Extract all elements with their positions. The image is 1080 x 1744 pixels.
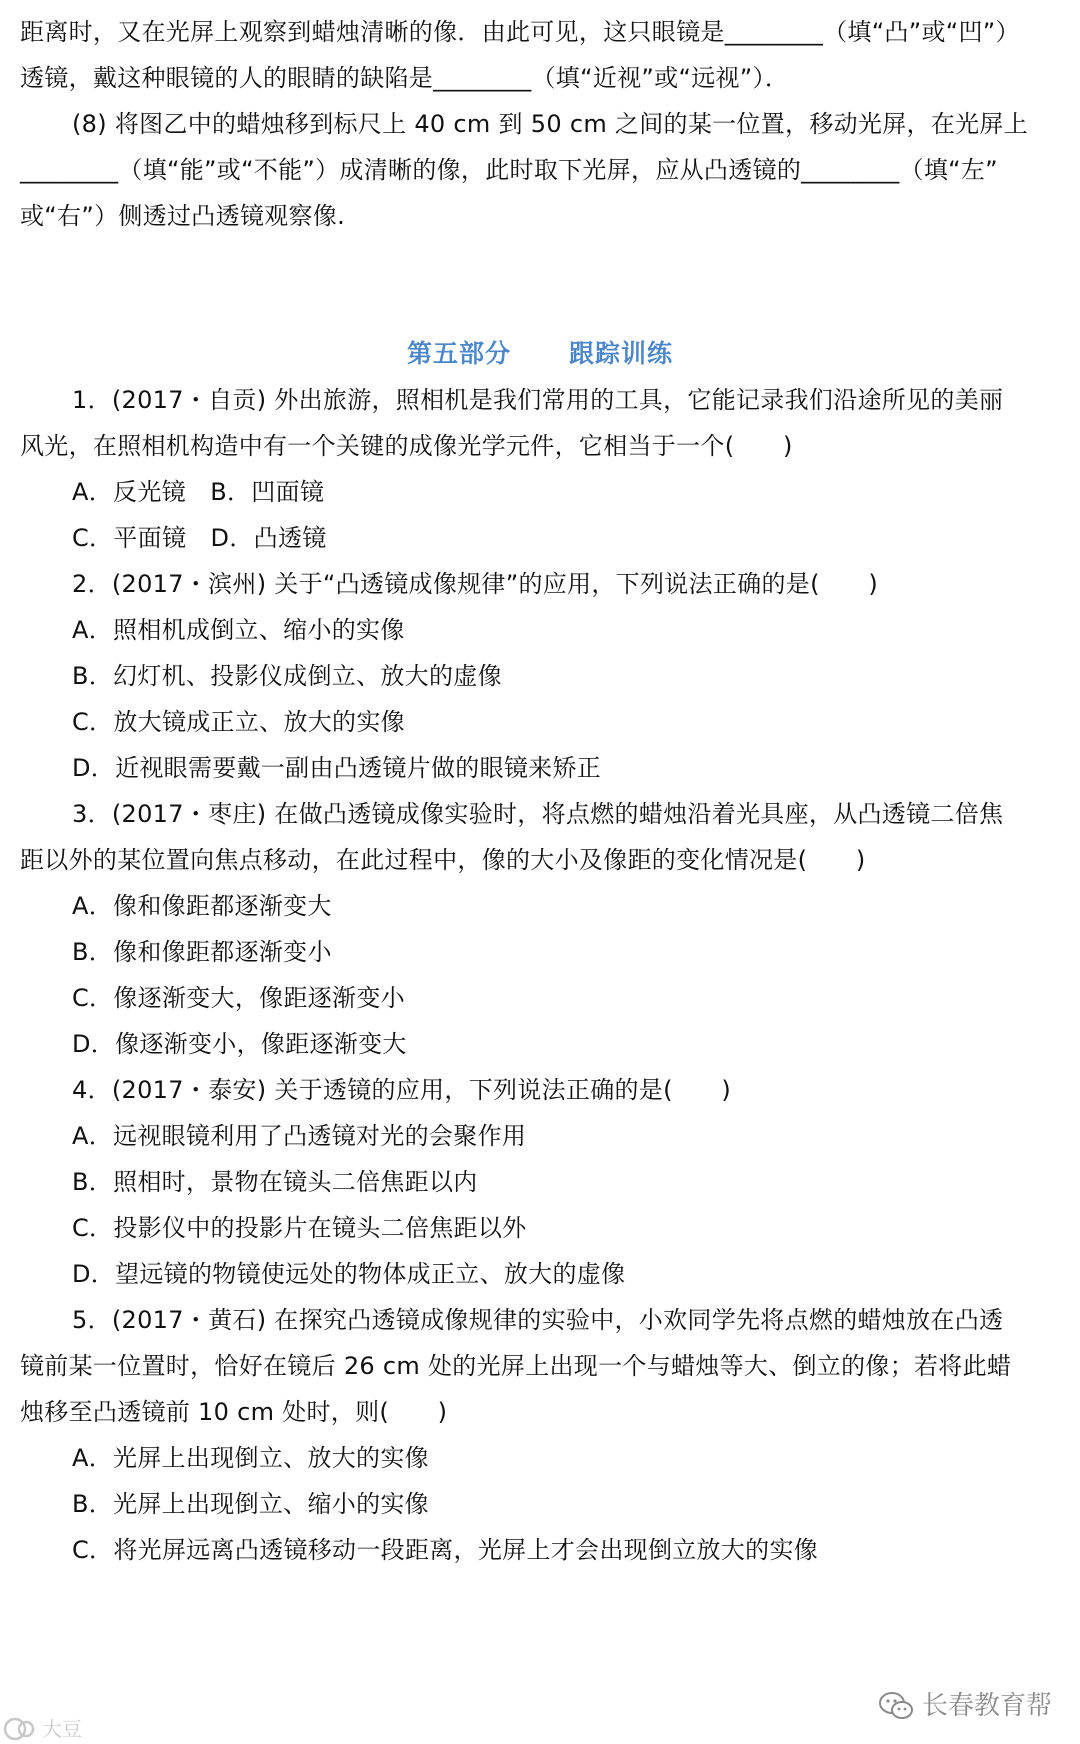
question-1-stem: 风光，在照相机构造中有一个关键的成像光学元件，它相当于一个( ) bbox=[20, 432, 793, 460]
text-line: (8) 将图乙中的蜡烛移到标尺上 40 cm 到 50 cm 之间的某一位置，移动光屏，在光屏上 bbox=[72, 110, 1029, 138]
question-1-options: C．平面镜 D．凸透镜 bbox=[72, 524, 327, 552]
question-4-option-b: B．照相时，景物在镜头二倍焦距以内 bbox=[72, 1168, 478, 1196]
question-1-stem: 1．(2017・自贡) 外出旅游，照相机是我们常用的工具，它能记录我们沿途所见的美丽 bbox=[72, 386, 1004, 414]
question-3-option-b: B．像和像距都逐渐变小 bbox=[72, 938, 332, 966]
question-5-stem: 镜前某一位置时，恰好在镜后 26 cm 处的光屏上出现一个与蜡烛等大、倒立的像；若将此蜡 bbox=[20, 1352, 1012, 1380]
text-line: 或“右”）侧透过凸透镜观察像. bbox=[20, 202, 345, 230]
question-5-option-b: B．光屏上出现倒立、缩小的实像 bbox=[72, 1490, 429, 1518]
question-2-stem: 2．(2017・滨州) 关于“凸透镜成像规律”的应用，下列说法正确的是( ) bbox=[72, 570, 878, 598]
section-title bbox=[0, 334, 1080, 374]
question-1-options: A．反光镜 B．凹面镜 bbox=[72, 478, 325, 506]
section-name: 跟踪训练 bbox=[569, 339, 674, 368]
question-4-option-a: A．远视眼镜利用了凸透镜对光的会聚作用 bbox=[72, 1122, 527, 1150]
watermark-left-text: 大豆 bbox=[42, 1717, 82, 1741]
text-line: 距离时，又在光屏上观察到蜡烛清晰的像．由此可见，这只眼镜是________（填“凸”或“凹”） bbox=[20, 18, 1020, 46]
wechat-icon bbox=[878, 1691, 914, 1721]
text-line: 透镜，戴这种眼镜的人的眼睛的缺陷是________（填“近视”或“远视”）． bbox=[20, 64, 790, 92]
text-line: ________（填“能”或“不能”）成清晰的像，此时取下光屏，应从凸透镜的________（填“左” bbox=[20, 156, 998, 184]
question-3-option-c: C．像逐渐变大，像距逐渐变小 bbox=[72, 984, 405, 1012]
question-5-stem: 烛移至凸透镜前 10 cm 处时，则( ) bbox=[20, 1398, 448, 1426]
question-2-option-d: D．近视眼需要戴一副由凸透镜片做的眼镜来矫正 bbox=[72, 754, 602, 782]
watermark-logo-icon bbox=[2, 1714, 38, 1744]
watermark-left bbox=[2, 1716, 82, 1742]
question-4-stem: 4．(2017・泰安) 关于透镜的应用，下列说法正确的是( ) bbox=[72, 1076, 732, 1104]
question-5-stem: 5．(2017・黄石) 在探究凸透镜成像规律的实验中，小欢同学先将点燃的蜡烛放在凸透 bbox=[72, 1306, 1004, 1334]
watermark-right-text: 长春教育帮 bbox=[922, 1691, 1053, 1721]
question-4-option-c: C．投影仪中的投影片在镜头二倍焦距以外 bbox=[72, 1214, 527, 1242]
question-3-option-a: A．像和像距都逐渐变大 bbox=[72, 892, 332, 920]
watermark-right bbox=[878, 1686, 1052, 1726]
question-5-option-c: C．将光屏远离凸透镜移动一段距离，光屏上才会出现倒立放大的实像 bbox=[72, 1536, 819, 1564]
question-3-stem: 3．(2017・枣庄) 在做凸透镜成像实验时，将点燃的蜡烛沿着光具座，从凸透镜二倍焦 bbox=[72, 800, 1004, 828]
question-4-option-d: D．望远镜的物镜使远处的物体成正立、放大的虚像 bbox=[72, 1260, 626, 1288]
question-2-option-a: A．照相机成倒立、缩小的实像 bbox=[72, 616, 405, 644]
question-2-option-b: B．幻灯机、投影仪成倒立、放大的虚像 bbox=[72, 662, 502, 690]
question-2-option-c: C．放大镜成正立、放大的实像 bbox=[72, 708, 405, 736]
question-3-option-d: D．像逐渐变小，像距逐渐变大 bbox=[72, 1030, 407, 1058]
question-3-stem: 距以外的某位置向焦点移动，在此过程中，像的大小及像距的变化情况是( ) bbox=[20, 846, 866, 874]
question-5-option-a: A．光屏上出现倒立、放大的实像 bbox=[72, 1444, 429, 1472]
section-part: 第五部分 bbox=[406, 339, 511, 368]
